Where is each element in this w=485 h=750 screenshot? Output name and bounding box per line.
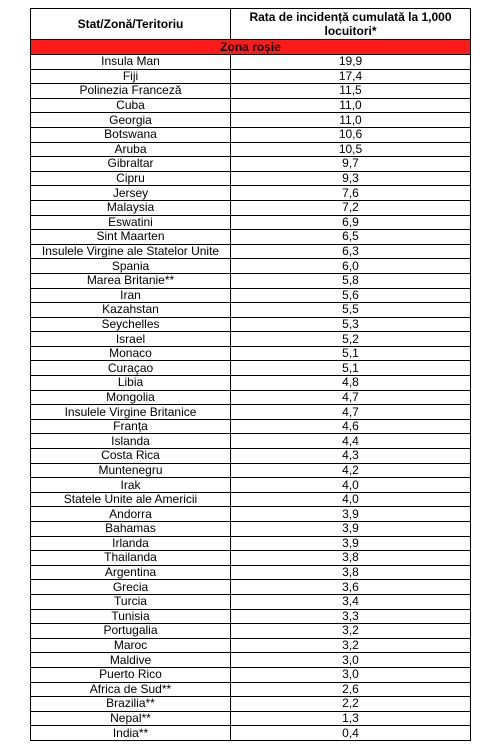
table-row (31, 317, 471, 332)
territory-name-cell: Insulele Virgine ale Statelor Unite (31, 244, 231, 259)
territory-name-cell: Nepal** (31, 711, 231, 726)
territory-name-cell: Franța (31, 419, 231, 434)
territory-name-cell: Puerto Rico (31, 667, 231, 682)
territory-name-cell: Spania (31, 259, 231, 274)
incidence-rate-cell: 1,3 (231, 711, 471, 726)
table-row (31, 551, 471, 566)
incidence-rate-cell: 4,8 (231, 376, 471, 391)
territory-name-cell: Irak (31, 478, 231, 493)
incidence-rate-cell: 4,4 (231, 434, 471, 449)
zone-header-row (31, 40, 471, 55)
table-row (31, 638, 471, 653)
territory-name-cell: Iran (31, 288, 231, 303)
territory-name-cell: Libia (31, 376, 231, 391)
territory-name-cell: Monaco (31, 346, 231, 361)
incidence-rate-cell: 11,5 (231, 84, 471, 99)
zone-label: Zona roșie (31, 40, 471, 55)
territory-name-cell: Thailanda (31, 551, 231, 566)
territory-name-cell: Seychelles (31, 317, 231, 332)
incidence-rate-cell: 7,2 (231, 200, 471, 215)
incidence-rate-cell: 5,5 (231, 303, 471, 318)
territory-name-cell: Polinezia Franceză (31, 84, 231, 99)
table-row (31, 288, 471, 303)
incidence-rate-cell: 3,6 (231, 580, 471, 595)
territory-name-cell: Irlanda (31, 536, 231, 551)
table-row (31, 697, 471, 712)
incidence-rate-cell: 4,7 (231, 390, 471, 405)
territory-name-cell: Portugalia (31, 624, 231, 639)
table-row (31, 259, 471, 274)
incidence-rate-cell: 3,2 (231, 624, 471, 639)
table-row (31, 667, 471, 682)
table-row (31, 332, 471, 347)
territory-name-cell: Botswana (31, 127, 231, 142)
territory-name-cell: Cuba (31, 98, 231, 113)
table-row (31, 303, 471, 318)
incidence-rate-cell: 3,0 (231, 667, 471, 682)
incidence-rate-cell: 6,0 (231, 259, 471, 274)
incidence-table (30, 8, 471, 741)
incidence-rate-cell: 17,4 (231, 69, 471, 84)
incidence-rate-cell: 3,4 (231, 594, 471, 609)
incidence-table-container (30, 8, 470, 741)
incidence-rate-cell: 11,0 (231, 113, 471, 128)
incidence-rate-cell: 7,6 (231, 186, 471, 201)
column-header-territory: Stat/Zonă/Teritoriu (31, 9, 231, 40)
table-row (31, 594, 471, 609)
incidence-rate-cell: 3,3 (231, 609, 471, 624)
table-row (31, 55, 471, 70)
incidence-rate-cell: 6,5 (231, 230, 471, 245)
territory-name-cell: Tunisia (31, 609, 231, 624)
incidence-rate-cell: 6,3 (231, 244, 471, 259)
incidence-rate-cell: 5,3 (231, 317, 471, 332)
incidence-rate-cell: 4,0 (231, 492, 471, 507)
table-row (31, 419, 471, 434)
table-body (31, 40, 471, 741)
territory-name-cell: India** (31, 726, 231, 741)
incidence-rate-cell: 4,2 (231, 463, 471, 478)
incidence-rate-cell: 3,8 (231, 551, 471, 566)
table-row (31, 434, 471, 449)
territory-name-cell: Maroc (31, 638, 231, 653)
incidence-rate-cell: 5,1 (231, 361, 471, 376)
incidence-rate-cell: 4,3 (231, 449, 471, 464)
incidence-rate-cell: 11,0 (231, 98, 471, 113)
table-row (31, 113, 471, 128)
table-row (31, 609, 471, 624)
territory-name-cell: Statele Unite ale Americii (31, 492, 231, 507)
territory-name-cell: Curaçao (31, 361, 231, 376)
territory-name-cell: Argentina (31, 565, 231, 580)
territory-name-cell: Grecia (31, 580, 231, 595)
table-row (31, 244, 471, 259)
territory-name-cell: Africa de Sud** (31, 682, 231, 697)
territory-name-cell: Aruba (31, 142, 231, 157)
incidence-rate-cell: 2,2 (231, 697, 471, 712)
table-row (31, 230, 471, 245)
incidence-rate-cell: 6,9 (231, 215, 471, 230)
table-header-row (31, 9, 471, 40)
territory-name-cell: Brazilia** (31, 697, 231, 712)
incidence-rate-cell: 2,6 (231, 682, 471, 697)
territory-name-cell: Turcia (31, 594, 231, 609)
incidence-rate-cell: 9,3 (231, 171, 471, 186)
table-row (31, 127, 471, 142)
territory-name-cell: Costa Rica (31, 449, 231, 464)
territory-name-cell: Kazahstan (31, 303, 231, 318)
territory-name-cell: Marea Britanie** (31, 273, 231, 288)
table-row (31, 84, 471, 99)
table-row (31, 478, 471, 493)
incidence-rate-cell: 3,0 (231, 653, 471, 668)
territory-name-cell: Israel (31, 332, 231, 347)
table-row (31, 536, 471, 551)
territory-name-cell: Sint Maarten (31, 230, 231, 245)
territory-name-cell: Andorra (31, 507, 231, 522)
incidence-rate-cell: 3,9 (231, 522, 471, 537)
territory-name-cell: Jersey (31, 186, 231, 201)
incidence-rate-cell: 5,8 (231, 273, 471, 288)
incidence-rate-cell: 10,6 (231, 127, 471, 142)
table-row (31, 565, 471, 580)
incidence-rate-cell: 3,8 (231, 565, 471, 580)
territory-name-cell: Bahamas (31, 522, 231, 537)
territory-name-cell: Eswatini (31, 215, 231, 230)
table-row (31, 98, 471, 113)
table-row (31, 463, 471, 478)
table-row (31, 142, 471, 157)
territory-name-cell: Islanda (31, 434, 231, 449)
incidence-rate-cell: 4,0 (231, 478, 471, 493)
table-row (31, 215, 471, 230)
table-row (31, 580, 471, 595)
territory-name-cell: Fiji (31, 69, 231, 84)
table-row (31, 726, 471, 741)
incidence-rate-cell: 5,2 (231, 332, 471, 347)
territory-name-cell: Mongolia (31, 390, 231, 405)
table-row (31, 273, 471, 288)
table-row (31, 624, 471, 639)
table-row (31, 492, 471, 507)
territory-name-cell: Maldive (31, 653, 231, 668)
table-row (31, 522, 471, 537)
table-row (31, 376, 471, 391)
territory-name-cell: Gibraltar (31, 157, 231, 172)
table-row (31, 682, 471, 697)
table-row (31, 390, 471, 405)
incidence-rate-cell: 3,9 (231, 507, 471, 522)
incidence-rate-cell: 4,6 (231, 419, 471, 434)
territory-name-cell: Georgia (31, 113, 231, 128)
incidence-rate-cell: 19,9 (231, 55, 471, 70)
territory-name-cell: Insula Man (31, 55, 231, 70)
table-row (31, 157, 471, 172)
incidence-rate-cell: 0,4 (231, 726, 471, 741)
column-header-incidence-rate: Rata de incidență cumulată la 1,000 locuitori* (231, 9, 471, 40)
incidence-rate-cell: 4,7 (231, 405, 471, 420)
table-row (31, 200, 471, 215)
incidence-rate-cell: 5,6 (231, 288, 471, 303)
table-row (31, 711, 471, 726)
incidence-rate-cell: 5,1 (231, 346, 471, 361)
table-row (31, 346, 471, 361)
incidence-rate-cell: 3,2 (231, 638, 471, 653)
table-row (31, 361, 471, 376)
table-row (31, 69, 471, 84)
table-row (31, 171, 471, 186)
territory-name-cell: Malaysia (31, 200, 231, 215)
territory-name-cell: Insulele Virgine Britanice (31, 405, 231, 420)
table-row (31, 449, 471, 464)
incidence-rate-cell: 3,9 (231, 536, 471, 551)
table-row (31, 405, 471, 420)
table-row (31, 653, 471, 668)
table-row (31, 507, 471, 522)
incidence-rate-cell: 10,5 (231, 142, 471, 157)
incidence-rate-cell: 9,7 (231, 157, 471, 172)
table-row (31, 186, 471, 201)
territory-name-cell: Muntenegru (31, 463, 231, 478)
territory-name-cell: Cipru (31, 171, 231, 186)
